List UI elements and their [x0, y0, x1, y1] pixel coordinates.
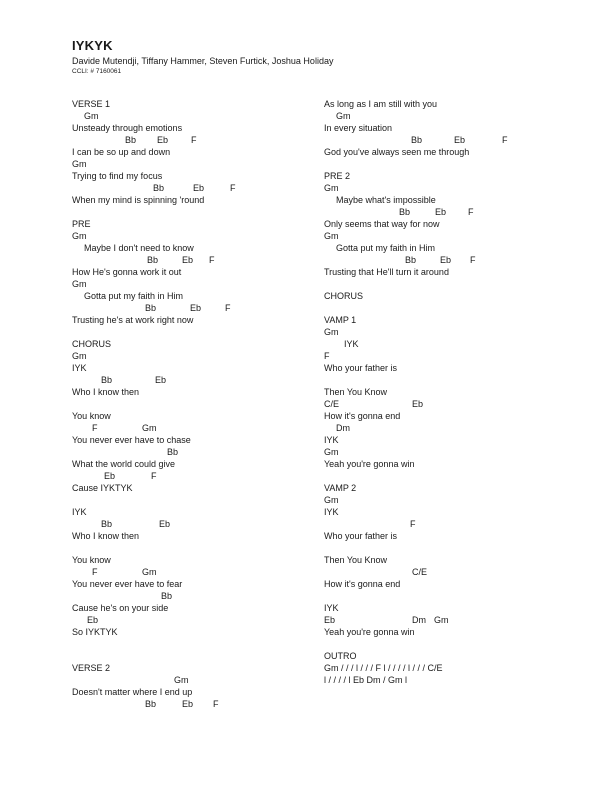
lyric-line: So IYKTYK: [72, 627, 118, 637]
chord: Gm: [72, 351, 87, 361]
chord-line: [72, 698, 322, 710]
chord: F: [92, 567, 98, 577]
chord: Bb: [153, 183, 165, 193]
chord-line: [324, 230, 574, 242]
lyric-line: IYK: [324, 507, 339, 517]
lyric-line: You never ever have to chase: [72, 435, 191, 445]
section-label: CHORUS: [72, 339, 112, 349]
lyric-line: You know: [72, 411, 111, 421]
lyric-line: Gotta put my faith in Him: [336, 243, 436, 253]
lyric-line: I can be so up and down: [72, 147, 171, 157]
chord: Eb: [159, 519, 171, 529]
chord: Eb: [182, 699, 194, 709]
lyric-line: Then You Know: [324, 387, 388, 397]
lyric-line: Gotta put my faith in Him: [84, 291, 184, 301]
chord: Gm: [174, 675, 189, 685]
chord-line: [324, 110, 574, 122]
chord: Bb: [101, 519, 113, 529]
chord: Eb: [155, 375, 167, 385]
chord-line: [324, 254, 574, 266]
chord: Bb: [411, 135, 423, 145]
chord: Gm: [72, 231, 87, 241]
chord-line: [72, 446, 322, 458]
lyric-line: Doesn't matter where I end up: [72, 687, 193, 697]
chord-line: [72, 254, 322, 266]
chord: F: [502, 135, 508, 145]
lyric-line: Maybe what's impossible: [336, 195, 436, 205]
lyric-line: When my mind is spinning 'round: [72, 195, 205, 205]
lyric-line: What the world could give: [72, 459, 176, 469]
chord: Eb: [87, 615, 99, 625]
chord: Dm: [412, 615, 426, 625]
chord: Bb: [145, 699, 157, 709]
chord-line: [324, 614, 574, 626]
chord: Gm: [324, 495, 339, 505]
chord: Gm: [324, 231, 339, 241]
chord: Gm: [324, 447, 339, 457]
chord: Eb: [440, 255, 452, 265]
lyric-line: Maybe I don't need to know: [84, 243, 194, 253]
chord-line: [72, 614, 322, 626]
chord: F: [470, 255, 476, 265]
lyric-line: Cause IYKTYK: [72, 483, 133, 493]
lyric-line: Then You Know: [324, 555, 388, 565]
chord: Gm: [324, 183, 339, 193]
song-authors: Davide Mutendji, Tiffany Hammer, Steven Furtick, Joshua Holiday: [72, 56, 334, 66]
chord-line: [72, 110, 322, 122]
chord-line: [72, 422, 322, 434]
chord: Gm: [336, 111, 351, 121]
chord-line: [324, 326, 574, 338]
chord: Eb: [193, 183, 205, 193]
chord-line: [324, 422, 574, 434]
section-label: VERSE 1: [72, 99, 111, 109]
chord: Gm: [142, 567, 157, 577]
chord: Bb: [399, 207, 411, 217]
chord: F: [230, 183, 236, 193]
chord: F: [92, 423, 98, 433]
outro-line: Gm / / / l / / / F l / / / / l / / / C/E: [324, 663, 443, 673]
lyric-line: Who your father is: [324, 531, 398, 541]
lyric-line: IYK: [344, 339, 359, 349]
chord: Gm: [72, 279, 87, 289]
chord: Dm: [336, 423, 350, 433]
lyric-line: In every situation: [324, 123, 393, 133]
lyric-line: IYK: [324, 603, 339, 613]
chord-line: [72, 350, 322, 362]
chord-line: [72, 674, 322, 686]
chord: F: [410, 519, 416, 529]
chord-line: [72, 566, 322, 578]
lyric-line: How it's gonna end: [324, 579, 401, 589]
chord: F: [191, 135, 197, 145]
lyric-line: IYK: [72, 363, 87, 373]
chord-line: [72, 590, 322, 602]
lyric-line: God you've always seen me through: [324, 147, 470, 157]
chord: Bb: [167, 447, 179, 457]
chord-line: [72, 278, 322, 290]
lyric-line: How it's gonna end: [324, 411, 401, 421]
chord: C/E: [324, 399, 340, 409]
chord-line: [324, 566, 574, 578]
chord: F: [213, 699, 219, 709]
lyric-line: Only seems that way for now: [324, 219, 440, 229]
chord-line: [324, 494, 574, 506]
chord: Bb: [405, 255, 417, 265]
chord: F: [151, 471, 157, 481]
chord-line: [72, 470, 322, 482]
chord: Eb: [104, 471, 116, 481]
chord: Bb: [147, 255, 159, 265]
lyric-line: As long as I am still with you: [324, 99, 438, 109]
chord-line: [324, 206, 574, 218]
lyric-line: Unsteady through emotions: [72, 123, 183, 133]
chord-line: [72, 230, 322, 242]
chord-line: [72, 134, 322, 146]
section-label: VAMP 2: [324, 483, 357, 493]
lyric-line: Who your father is: [324, 363, 398, 373]
chord: Eb: [190, 303, 202, 313]
chord-line: [324, 134, 574, 146]
left-column: [72, 98, 322, 710]
song-title: IYKYK: [72, 38, 113, 53]
lyric-line: You know: [72, 555, 111, 565]
chord-line: [324, 446, 574, 458]
section-label: CHORUS: [324, 291, 364, 301]
chord: Bb: [125, 135, 137, 145]
chord-line: [324, 518, 574, 530]
lyric-line: IYK: [324, 435, 339, 445]
chord: Eb: [157, 135, 169, 145]
chord-line: [72, 182, 322, 194]
section-label: PRE: [72, 219, 91, 229]
lyric-line: Trying to find my focus: [72, 171, 163, 181]
lyric-line: Cause he's on your side: [72, 603, 169, 613]
lyric-line: Who I know then: [72, 531, 140, 541]
chord: F: [324, 351, 330, 361]
lyric-line: How He's gonna work it out: [72, 267, 182, 277]
chord: Gm: [324, 327, 339, 337]
chord: Gm: [72, 159, 87, 169]
lyric-line: Yeah you're gonna win: [324, 459, 415, 469]
ccli-number: CCLI: # 7160061: [72, 68, 122, 75]
lyric-line: Trusting he's at work right now: [72, 315, 194, 325]
lyric-line: Trusting that He'll turn it around: [324, 267, 449, 277]
section-label: VAMP 1: [324, 315, 357, 325]
chord: Eb: [435, 207, 447, 217]
chord: Bb: [161, 591, 173, 601]
chord-line: [324, 182, 574, 194]
chord: Bb: [101, 375, 113, 385]
lyric-line: IYK: [72, 507, 87, 517]
chord: Eb: [454, 135, 466, 145]
chord-line: [72, 158, 322, 170]
chord: F: [225, 303, 231, 313]
outro-line: l / / / / l Eb Dm / Gm l: [324, 675, 408, 685]
chord: Gm: [84, 111, 99, 121]
chord: Eb: [182, 255, 194, 265]
right-column: [324, 98, 574, 686]
chord: Gm: [142, 423, 157, 433]
lyric-line: Who I know then: [72, 387, 140, 397]
lyric-line: Yeah you're gonna win: [324, 627, 415, 637]
chord: C/E: [412, 567, 428, 577]
lyric-line: You never ever have to fear: [72, 579, 183, 589]
chord-line: [72, 302, 322, 314]
chord-line: [72, 374, 322, 386]
section-label: PRE 2: [324, 171, 351, 181]
chord: Bb: [145, 303, 157, 313]
chord: Eb: [324, 615, 336, 625]
chord: Eb: [412, 399, 424, 409]
chord: F: [209, 255, 215, 265]
chord: F: [468, 207, 474, 217]
section-label: OUTRO: [324, 651, 357, 661]
chord-line: [72, 518, 322, 530]
chord-line: [324, 350, 574, 362]
chord-line: [324, 398, 574, 410]
section-label: VERSE 2: [72, 663, 111, 673]
chord: Gm: [434, 615, 449, 625]
